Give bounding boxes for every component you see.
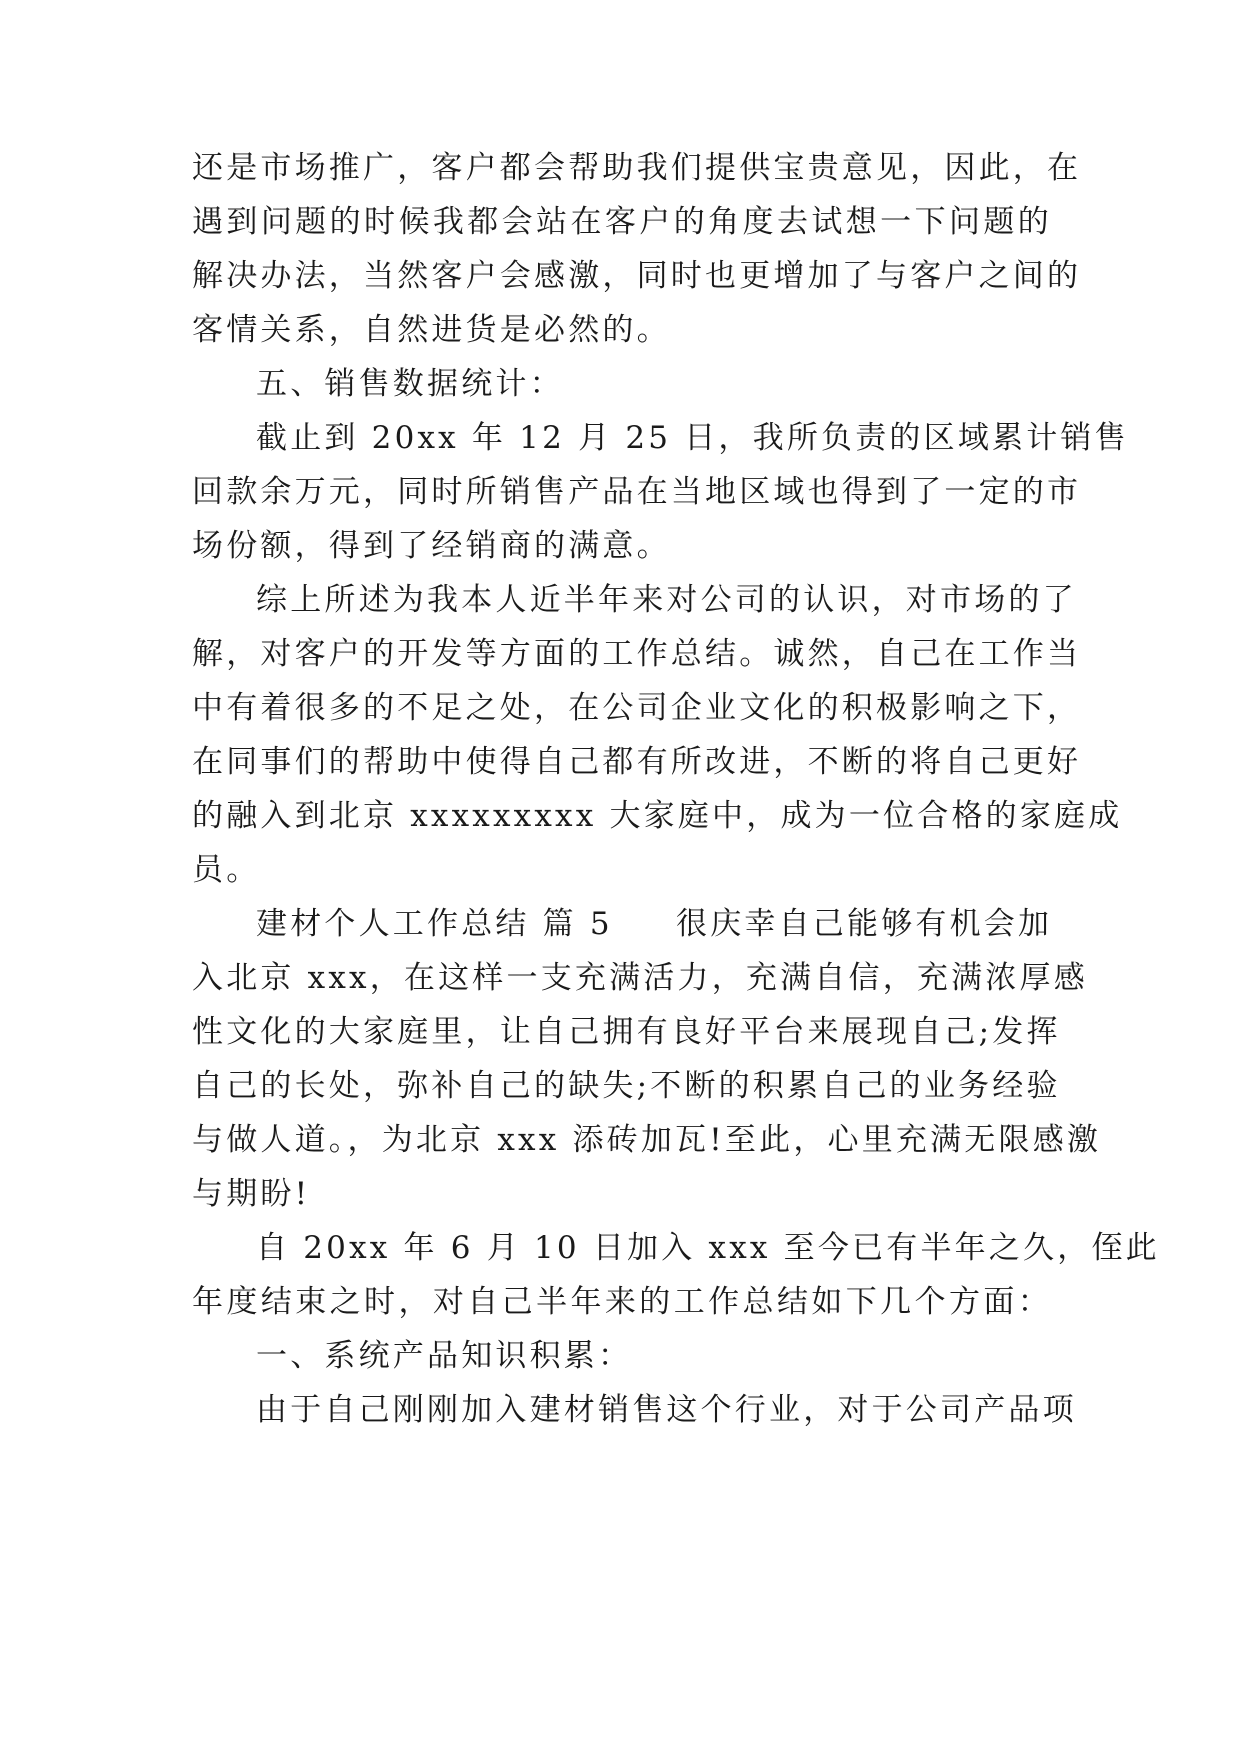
section-heading: 一、系统产品知识积累： [256, 1338, 633, 1374]
paragraph-line: 解决办法，当然客户会感激，同时也更增加了与客户之间的 [192, 258, 1082, 294]
paragraph-line: 还是市场推广，客户都会帮助我们提供宝贵意见，因此，在 [192, 150, 1082, 186]
paragraph-line: 回款余万元，同时所销售产品在当地区域也得到了一定的市 [192, 474, 1082, 510]
section-heading: 五、销售数据统计： [256, 366, 564, 402]
paragraph-line: 场份额，得到了经销商的满意。 [192, 528, 671, 564]
paragraph-line: 年度结束之时，对自己半年来的工作总结如下几个方面： [192, 1284, 1052, 1320]
paragraph-line: 客情关系，自然进货是必然的。 [192, 312, 671, 348]
paragraph-line: 员。 [192, 852, 261, 888]
paragraph-line: 的融入到北京 xxxxxxxxx 大家庭中，成为一位合格的家庭成 [192, 798, 1123, 834]
paragraph-line: 在同事们的帮助中使得自己都有所改进，不断的将自己更好 [192, 744, 1082, 780]
paragraph-line: 性文化的大家庭里，让自己拥有良好平台来展现自己;发挥 [192, 1014, 1061, 1050]
paragraph-line: 与做人道。，为北京 xxx 添砖加瓦!至此，心里充满无限感激 [192, 1122, 1102, 1158]
paragraph-line: 解，对客户的开发等方面的工作总结。诚然，自己在工作当 [192, 636, 1082, 672]
paragraph-line: 入北京 xxx，在这样一支充满活力，充满自信，充满浓厚感 [192, 960, 1088, 996]
paragraph-line: 遇到问题的时候我都会站在客户的角度去试想一下问题的 [192, 204, 1052, 240]
paragraph-line: 与期盼! [192, 1176, 311, 1212]
paragraph-line: 综上所述为我本人近半年来对公司的认识，对市场的了 [256, 582, 1077, 618]
paragraph-line: 中有着很多的不足之处，在公司企业文化的积极影响之下， [192, 690, 1082, 726]
paragraph-line: 由于自己刚刚加入建材销售这个行业，对于公司产品项 [256, 1392, 1077, 1428]
paragraph-line: 自 20xx 年 6 月 10 日加入 xxx 至今已有半年之久，侄此 [256, 1230, 1160, 1266]
paragraph-line: 截止到 20xx 年 12 月 25 日，我所负责的区域累计销售 [256, 420, 1129, 456]
paragraph-line: 自己的长处，弥补自己的缺失;不断的积累自己的业务经验 [192, 1068, 1061, 1104]
paragraph-line: 很庆幸自己能够有机会加 [676, 906, 1053, 942]
article-title: 建材个人工作总结 篇 5 [256, 906, 613, 942]
